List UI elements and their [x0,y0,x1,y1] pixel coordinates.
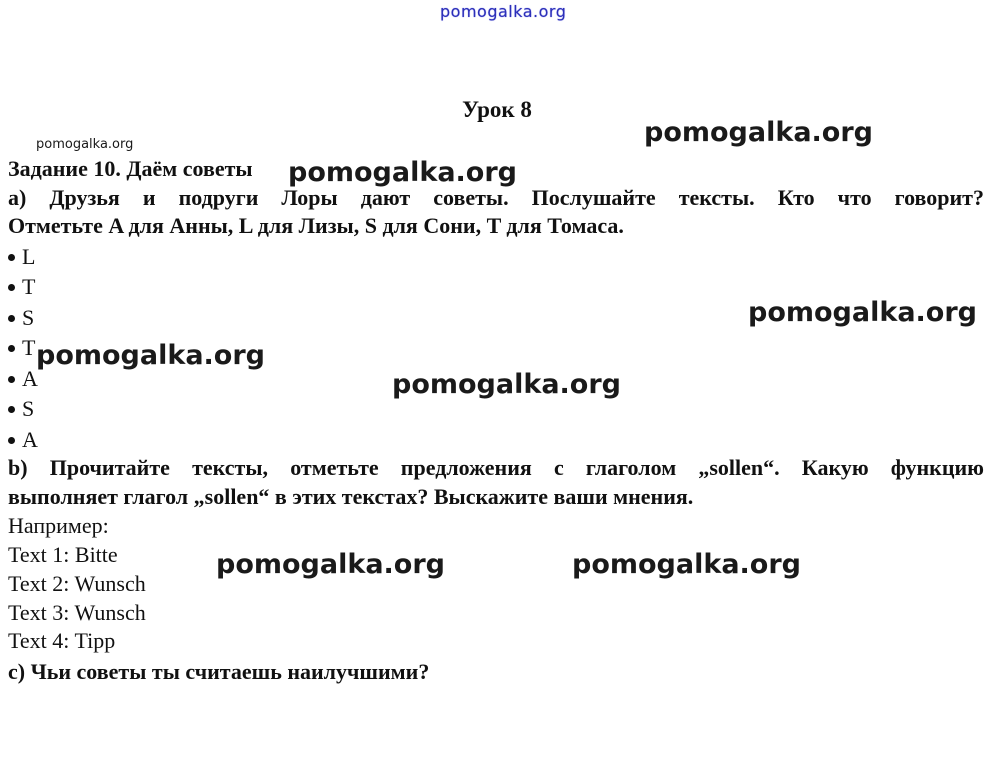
bullet-dot-icon [8,437,15,444]
task-title: Задание 10. Даём советы [8,156,253,181]
part-c-line: c) Чьи советы ты считаешь наилучшими? [8,659,430,684]
example-label: Например: [8,513,109,538]
bullet-dot-icon [8,345,15,352]
part-b-line-2: выполняет глагол „sollen“ в этих текстах? Выскажите ваши мнения. [8,484,694,509]
answer-bullet: L [8,244,35,270]
watermark-top: pomogalka.org [440,2,567,21]
watermark-big: pomogalka.org [644,117,873,148]
bullet-dot-icon [8,254,15,261]
part-a-line-1: a) Друзья и подруги Лоры дают советы. Послушайте тексты. Кто что говорит? [8,185,984,210]
bullet-dot-icon [8,406,15,413]
example-item: Text 2: Wunsch [8,571,146,596]
part-a-line-2: Отметьте A для Анны, L для Лизы, S для Сони, T для Томаса. [8,213,624,238]
part-b-line-1: b) Прочитайте тексты, отметьте предложения с глаголом „sollen“. Какую функцию [8,455,984,480]
answer-bullet: T [8,335,35,361]
example-item: Text 3: Wunsch [8,600,146,625]
answer-bullet: T [8,274,35,300]
watermark-big: pomogalka.org [748,297,977,328]
watermark-big: pomogalka.org [288,157,517,188]
watermark-big: pomogalka.org [36,340,265,371]
watermark-big: pomogalka.org [216,549,445,580]
example-item: Text 1: Bitte [8,542,118,567]
watermark-big: pomogalka.org [392,369,621,400]
answer-bullet: A [8,427,38,453]
watermark-big: pomogalka.org [572,549,801,580]
bullet-dot-icon [8,284,15,291]
answer-bullet: S [8,396,34,422]
example-item: Text 4: Tipp [8,628,116,653]
lesson-title: Урок 8 [462,97,532,122]
bullet-dot-icon [8,376,15,383]
answer-bullet: S [8,305,34,331]
watermark-small: pomogalka.org [36,137,134,152]
answer-bullet: A [8,366,38,392]
bullet-dot-icon [8,315,15,322]
